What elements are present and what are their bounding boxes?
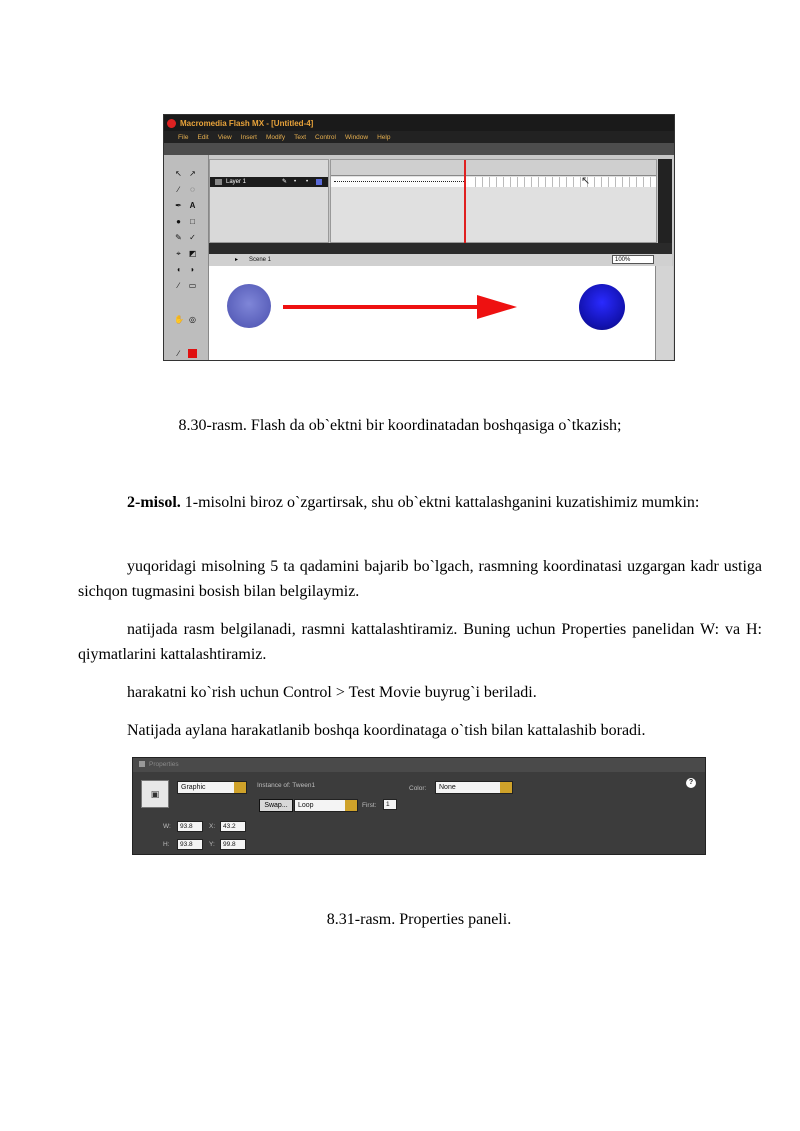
example-intro: 1-misolni biroz o`zgartirsak, shu ob`ektni kattalashganini kuzatishimiz mumkin: <box>180 494 700 511</box>
document-bar <box>164 143 675 155</box>
layer-row[interactable] <box>210 177 328 187</box>
collapse-arrow-icon[interactable] <box>139 761 145 767</box>
zoom-tool-icon[interactable]: ◎ <box>189 315 196 324</box>
color-effect-select[interactable] <box>435 781 513 794</box>
paragraph-step-3 <box>78 680 762 705</box>
circle-end-position <box>579 284 625 330</box>
first-frame-input[interactable]: 1 <box>383 799 397 810</box>
step-3-text: harakatni ko`rish uchun Control > Test Movie buyrug`i beriladi. <box>127 684 537 701</box>
ink-bottle-tool-icon[interactable]: ◖ <box>176 265 181 274</box>
timeline-ruler[interactable] <box>331 160 656 176</box>
lasso-tool-icon[interactable]: ◌ <box>190 185 195 194</box>
line-tool-icon[interactable]: ∕ <box>177 185 180 194</box>
swap-button[interactable]: Swap... <box>259 799 293 812</box>
stage <box>209 266 655 361</box>
paint-bucket-tool-icon[interactable]: ◗ <box>190 265 195 274</box>
fill-transform-tool-icon[interactable]: ◩ <box>188 249 197 258</box>
color-effect-value: None <box>439 784 456 791</box>
x-label: X: <box>209 823 216 830</box>
symbol-behavior-value: Graphic <box>181 784 206 791</box>
pencil-icon: ✎ <box>282 179 288 185</box>
scene-icon: ▸ <box>235 257 239 263</box>
instance-of-label: Instance of: Tween1 <box>257 782 316 789</box>
paragraph-example-intro <box>78 490 762 515</box>
flash-app-icon <box>167 119 176 128</box>
chevron-down-icon <box>234 782 246 793</box>
fill-color-swatch[interactable] <box>188 349 197 358</box>
step-1-text: yuqoridagi misolning 5 ta qadamini bajarib bo`lgach, rasmning koordinatasi uzgargan kadr ustiga sichqon tugmasini bosish bilan belgilaymiz. <box>78 558 762 600</box>
subselect-tool-icon[interactable]: ↗ <box>189 169 196 178</box>
brush-tool-icon[interactable]: ✓ <box>189 233 196 242</box>
menu-insert[interactable]: Insert <box>240 133 257 141</box>
graphic-symbol-icon: ▣ <box>141 780 169 808</box>
timeline-frames <box>330 159 657 243</box>
playhead[interactable] <box>464 160 466 244</box>
figure-caption-2: 8.31-rasm. Properties paneli. <box>326 911 512 928</box>
step-2-text: natijada rasm belgilanadi, rasmni kattalashtiramiz. Buning uchun Properties panelidan W: va H: qiymatlarini kattalashtiramiz. <box>78 621 762 663</box>
menu-view[interactable]: View <box>217 133 232 141</box>
paragraph-step-1 <box>78 554 762 604</box>
rectangle-tool-icon[interactable]: □ <box>190 217 195 226</box>
timeline-status-bar <box>209 243 672 254</box>
menu-help[interactable]: Help <box>377 133 391 141</box>
properties-panel-screenshot <box>132 757 706 855</box>
height-label: H: <box>163 841 170 848</box>
menu-bar <box>164 131 675 143</box>
zoom-select[interactable]: 100% <box>612 255 654 264</box>
tools-panel <box>164 155 209 361</box>
color-label: Color: <box>409 785 427 792</box>
text-tool-icon[interactable]: A <box>189 201 196 210</box>
mouse-cursor-icon: ↖ <box>581 175 591 187</box>
arrow-tool-icon[interactable]: ↖ <box>175 169 182 178</box>
menu-text[interactable]: Text <box>294 133 307 141</box>
lock-dot-icon[interactable]: • <box>306 179 309 185</box>
menu-control[interactable]: Control <box>315 133 336 141</box>
outline-square-icon[interactable] <box>316 179 322 185</box>
scene-label: Scene 1 <box>249 257 272 263</box>
window-title: Macromedia Flash MX - [Untitled-4] <box>180 118 314 128</box>
menu-modify[interactable]: Modify <box>265 133 286 141</box>
y-label: Y: <box>209 841 215 848</box>
paragraph-step-4 <box>78 718 762 743</box>
height-input[interactable]: 93.8 <box>177 839 203 850</box>
stage-scrollbar[interactable] <box>655 266 673 361</box>
transform-tool-icon[interactable]: ⌖ <box>176 249 181 258</box>
x-input[interactable]: 43.2 <box>220 821 246 832</box>
timeline-scrollbar[interactable] <box>658 159 672 243</box>
menu-window[interactable]: Window <box>344 133 369 141</box>
figure-caption-1: 8.30-rasm. Flash da ob`ektni bir koordinatadan boshqasiga o`tkazish; <box>178 417 622 434</box>
chevron-down-icon <box>345 800 357 811</box>
motion-arrow-line <box>283 305 483 309</box>
oval-tool-icon[interactable]: ● <box>176 217 181 226</box>
loop-value: Loop <box>298 802 314 809</box>
width-input[interactable]: 93.8 <box>177 821 203 832</box>
hand-tool-icon[interactable]: ✋ <box>174 315 184 324</box>
empty-frames <box>469 177 656 187</box>
layer-name: Layer 1 <box>226 179 247 185</box>
frame-row[interactable] <box>331 177 656 187</box>
menu-file[interactable]: File <box>178 133 189 141</box>
pencil-tool-icon[interactable]: ✎ <box>175 233 182 242</box>
window-titlebar <box>164 115 675 131</box>
properties-title: Properties <box>149 761 179 768</box>
help-icon[interactable]: ? <box>686 778 696 788</box>
motion-tween-line <box>334 181 464 182</box>
eye-dot-icon[interactable]: • <box>294 179 297 185</box>
step-4-text: Natijada aylana harakatlanib boshqa koordinataga o`tish bilan kattalashib boradi. <box>127 722 646 739</box>
flash-mx-screenshot <box>163 114 675 361</box>
first-frame-label: First: <box>362 802 377 809</box>
width-label: W: <box>163 823 171 830</box>
stroke-color-icon[interactable]: ∕ <box>177 349 180 358</box>
eraser-tool-icon[interactable]: ▭ <box>188 281 197 290</box>
circle-start-position <box>227 284 271 328</box>
layer-icon <box>215 179 222 185</box>
paragraph-step-2 <box>78 617 762 667</box>
properties-header <box>133 758 705 772</box>
y-input[interactable]: 99.8 <box>220 839 246 850</box>
menu-edit[interactable]: Edit <box>197 133 209 141</box>
motion-arrow-head <box>477 295 517 319</box>
layers-panel <box>209 159 329 243</box>
symbol-behavior-select[interactable] <box>177 781 247 794</box>
loop-select[interactable] <box>294 799 358 812</box>
example-title: 2-misol. <box>127 494 181 511</box>
chevron-down-icon <box>500 782 512 793</box>
eyedropper-tool-icon[interactable]: ∕ <box>177 281 180 290</box>
pen-tool-icon[interactable]: ✒ <box>175 201 182 210</box>
